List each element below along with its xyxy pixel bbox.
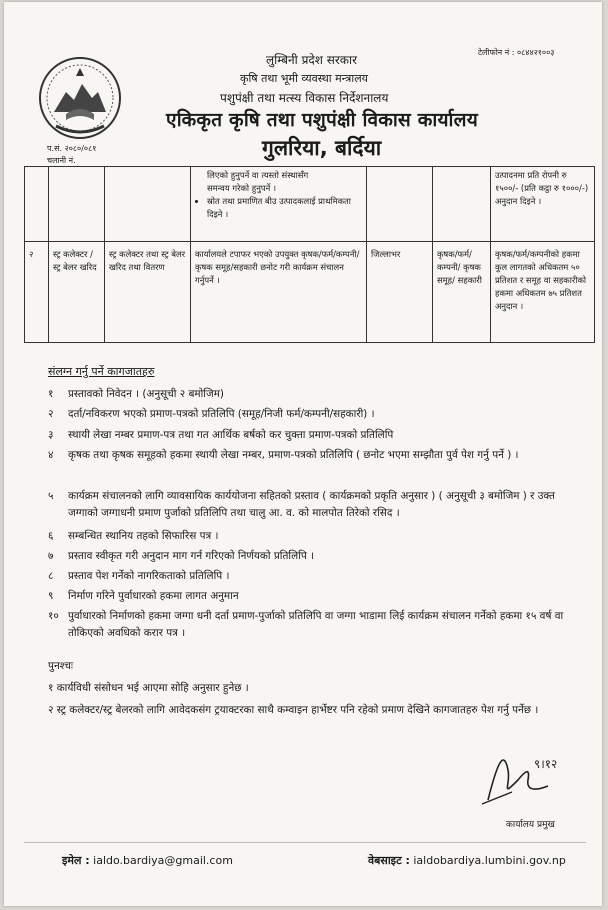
program-table (24, 166, 595, 343)
reference-number: प.सं. २०८०/०८१ (47, 144, 97, 153)
header-line-directorate: पशुपंक्षी तथा मत्स्य विकास निर्देशनालय (220, 91, 389, 105)
signature-label: कार्यालय प्रमुख (506, 820, 555, 830)
list-item: १० पुर्वाधारको निर्माणको हकमा जग्गा धनी दर्ता प्रमाण-पुर्जाको प्रतिलिपि वा जग्गा भाडामा लिई कार्यक्रम संचालन गर्नेको हकमा १५ वर्ष वा तोकिएको अवधिको करार पत्र । (48, 610, 564, 639)
list-item: ८ प्रस्ताव पेश गर्नेको नागरिकताको प्रतिलिपि । (48, 570, 230, 582)
list-item: ४ कृषक तथा कृषक समूहको हकमा स्थायी लेखा नम्बर, प्रमाण-पत्रको प्रतिलिपि ( छनोट भएमा सम्झौता पुर्व पेश गर्नु पर्ने ) । (48, 449, 519, 461)
list-item: ७ प्रस्ताव स्वीकृत गरी अनुदान माग गर्न गरिएको निर्णयको प्रतिलिपि । (48, 550, 314, 562)
list-item: ९ निर्माण गरिने पुर्वाधारको हकमा लागत अनुमान (48, 590, 239, 602)
serial-cell: २ (25, 242, 49, 343)
list-item: २ स्ट्र कलेक्टर/स्ट्र बेलरको लागि आवेदकसंग ट्रयाक्टरका साथै कम्वाइन हार्भेष्टर पनि रहेको प्रमाण देखिने कागजातहरु पेश गर्नु पर्नेछ । (48, 704, 539, 716)
footer-divider (24, 842, 586, 843)
website-label: वेबसाइट : (368, 854, 410, 867)
email-label: इमेल : (62, 854, 90, 867)
header-line-ministry: कृषि तथा भूमी व्यवस्था मन्त्रालय (240, 72, 369, 85)
nepal-emblem-icon (36, 54, 124, 142)
header-line-province: लुम्बिनी प्रदेश सरकार (266, 53, 358, 67)
subprogram-cell: स्ट्र कलेक्टर तथा स्ट्र बेलर खरिद तथा वितरण (105, 242, 191, 343)
notes-heading: पुनश्चः (48, 660, 74, 672)
table-row (25, 167, 595, 242)
activity-bullet: • स्रोत तथा प्रमाणित बीउ उत्पादकलाई प्राथमिकता दिइने । (207, 195, 362, 221)
website-address: ialdobardiya.lumbini.gov.np (413, 854, 566, 867)
signature-date: ९।१२ (534, 757, 558, 771)
program-cell: स्ट्र कलेक्टर /स्ट्र बेलर खरिद (49, 242, 105, 343)
grant-cell: कृषक/फर्म/कम्पनीको हकमा कुल लागतको अधिकतम ५० प्रतिशत र समूह वा सहकारीको हकमा अधिकतम ७५ प्रतिशत अनुदान । (491, 242, 595, 343)
requirements-heading: संलग्न गर्नु पर्ने कागजातहरु (48, 365, 155, 378)
footer-email (62, 853, 233, 868)
office-name: एकिकृत कृषि तथा पशुपंक्षी विकास कार्यालय (166, 109, 478, 131)
list-item: २ दर्ता/नविकरण भएको प्रमाण-पत्रको प्रतिलिपि (समूह/निजी फर्म/कम्पनी/सहकारी) । (48, 408, 375, 420)
activity-line: समन्वय गरेको हुनुपर्ने । (207, 183, 277, 194)
activity-cell: कार्यालयले टपाफर भएको उपयुक्त कृषक/फर्म/कम्पनी/कृषक समूह/सहकारी छनोट गरी कार्यक्रम संचालन गर्नुपर्ने । (191, 242, 367, 343)
beneficiary-cell: कृषक/फर्म/ कम्पनी/ कृषक समूह/ सहकारी (433, 242, 491, 343)
list-item: १ कार्यविधी संसोधन भई आएमा सोहि अनुसार हुनेछ । (48, 682, 249, 694)
signature-icon (478, 740, 568, 810)
list-item: १ प्रस्तावको निवेदन । (अनुसूची २ बमोजिम) (48, 388, 224, 400)
phone-number: टेलीफोन नं : ०८४४२१००३ (478, 48, 555, 57)
document-page (4, 2, 602, 906)
list-item: ३ स्थायी लेखा नम्बर प्रमाण-पत्र तथा गत आर्थिक बर्षको कर चुक्ता प्रमाण-पत्रको प्रतिलिपि (48, 429, 394, 441)
list-item: ६ सम्बन्धित स्थानिय तहको सिफारिस पत्र । (48, 530, 219, 542)
list-item: ५ कार्यक्रम संचालनको लागि व्यावसायिक कार्ययोजना सहितको प्रस्ताव ( कार्यक्रमको प्रकृति अनुसार ) ( अनुसूची ३ बमोजिम ) र उक्त जग्गाको जग्गाधनी प्रमाण पुर्जाको प्रतिलिपि तथा चालु आ. व. को मालपोत तिरेको रसिद । (48, 490, 555, 519)
table-row (25, 242, 595, 343)
dispatch-number: चलानी नं. (47, 156, 76, 165)
office-location: गुलरिया, बर्दिया (262, 136, 382, 160)
area-cell: जिल्लाभर (367, 242, 433, 343)
grant-cell: उत्पादनमा प्रति रोपनी रु १५००/- (प्रति कट्ठा रु १०००/-) अनुदान दिइने । (491, 167, 595, 242)
activity-cell (191, 167, 367, 242)
activity-line: लिएको हुनुपर्ने वा त्यस्तो संस्थासँग (207, 170, 309, 180)
email-address: ialdo.bardiya@gmail.com (93, 854, 233, 867)
footer-website (368, 853, 566, 868)
